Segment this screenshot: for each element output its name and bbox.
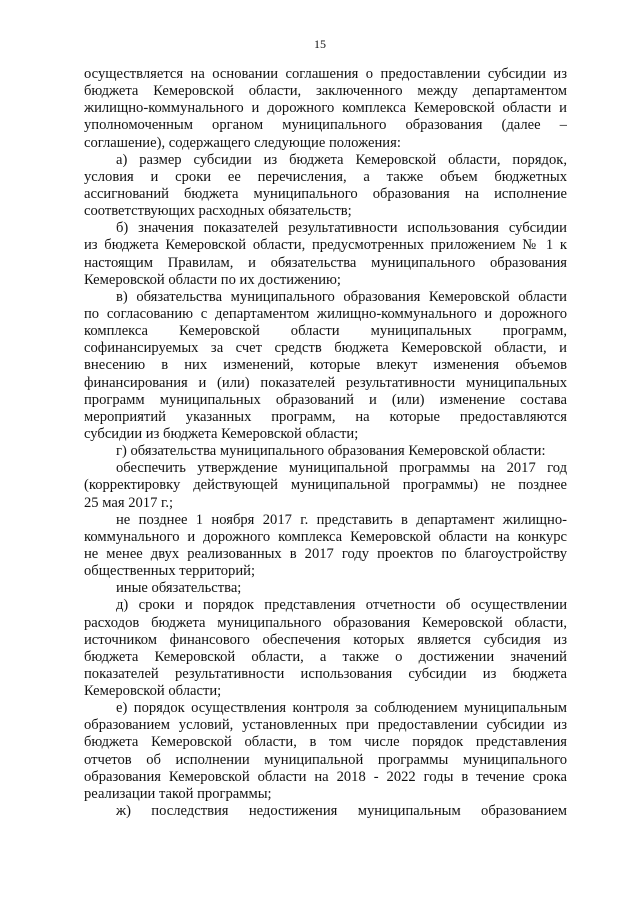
text-line: софинансируемых за счет средств бюджета Кемеровской области, и [84,340,567,357]
text-line: Кемеровской области по их достижению; [84,271,341,288]
body-text [84,66,567,820]
text-line: ж) последствия недостижения муниципальным образованием [116,803,567,820]
text-line: д) сроки и порядок представления отчетности об осуществлении [116,597,567,614]
text-line: г) обязательства муниципального образования Кемеровской области: [116,443,546,460]
text-line: обеспечить утверждение муниципальной программы на 2017 год [116,460,567,477]
text-line: программ муниципальных образований и (или) изменение состава [84,391,567,408]
text-line: показателей результативности использования субсидии из бюджета [84,665,567,682]
text-line: бюджета Кемеровской области, в том числе порядок представления [84,734,567,751]
text-line: ассигнований бюджета муниципального образования на исполнение [84,185,567,202]
text-line: (корректировку действующей муниципальной программы) не позднее [84,477,567,494]
text-line: отчетов об исполнении муниципальной программы муниципального [84,751,567,768]
text-line: финансирования и (или) показателей результативности муниципальных [84,374,567,391]
text-line: уполномоченным органом муниципального образования (далее – [84,117,567,134]
text-line: коммунального и дорожного комплекса Кемеровской области на конкурс [84,528,567,545]
text-line: в) обязательства муниципального образования Кемеровской области [116,288,567,305]
text-line: источником финансового обеспечения которых является субсидия из [84,631,567,648]
text-line: жилищно-коммунального и дорожного комплекса Кемеровской области и [84,100,567,117]
text-line: соглашение), содержащего следующие положения: [84,134,401,151]
text-line: мероприятий указанных программ, на которые предоставляются [84,408,567,425]
text-line: реализации такой программы; [84,785,272,802]
text-line: осуществляется на основании соглашения о предоставлении субсидии из [84,66,567,82]
text-line: не позднее 1 ноября 2017 г. представить в департамент жилищно- [116,511,567,528]
text-line: е) порядок осуществления контроля за соблюдением муниципальным [116,700,567,717]
text-line: настоящим Правилам, и обязательства муниципального образования [84,254,567,271]
text-line: бюджета Кемеровской области, а также о достижении значений [84,648,567,665]
text-line: субсидии из бюджета Кемеровской области; [84,425,359,442]
text-line: 25 мая 2017 г.; [84,494,174,511]
text-line: а) размер субсидии из бюджета Кемеровской области, порядок, [116,151,567,168]
text-line: из бюджета Кемеровской области, предусмотренных приложением № 1 к [84,237,567,254]
text-line: по согласованию с департаментом жилищно-коммунального и дорожного [84,305,567,322]
text-line: соответствующих расходных обязательств; [84,203,352,220]
text-line: не менее двух реализованных в 2017 году проектов по благоустройству [84,545,567,562]
page-number: 15 [314,37,326,51]
text-line: бюджета Кемеровской области, заключенного между департаментом [84,83,567,100]
text-line: б) значения показателей результативности использования субсидии [116,220,567,237]
text-line: комплекса Кемеровской области муниципальных программ, [84,323,567,340]
text-line: расходов бюджета муниципального образования Кемеровской области, [84,614,567,631]
text-line: Кемеровской области; [84,683,222,700]
text-line: иные обязательства; [116,580,242,597]
text-line: условия и сроки ее перечисления, а также объем бюджетных [84,168,567,185]
text-line: образованием условий, установленных при предоставлении субсидии из [84,717,567,734]
text-line: образования Кемеровской области на 2018 - 2022 годы в течение срока [84,768,567,785]
text-line: внесению в них изменений, которые влекут изменения объемов [84,357,567,374]
text-line: общественных территорий; [84,563,256,580]
